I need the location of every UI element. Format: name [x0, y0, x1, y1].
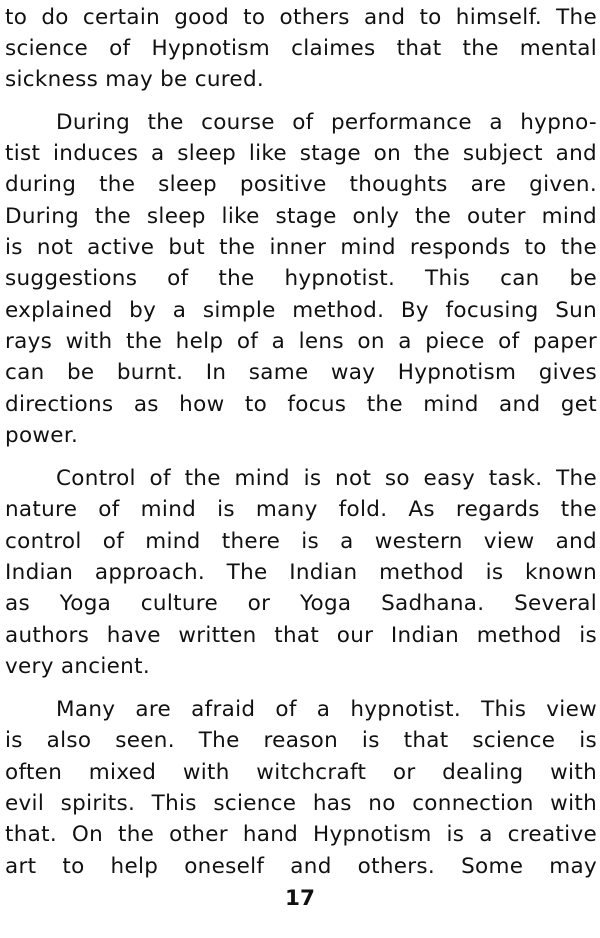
- text-line: is also seen. The reason is that science is: [5, 728, 597, 753]
- text-line: often mixed with witchcraft or dealing with: [5, 760, 597, 785]
- text-line: Control of the mind is not so easy task. The: [56, 466, 597, 491]
- text-line: that. On the other hand Hypnotism is a creative: [5, 822, 597, 847]
- text-line: Indian approach. The Indian method is known: [5, 560, 597, 585]
- text-line: is not active but the inner mind responds to the: [5, 235, 597, 260]
- text-line: art to help oneself and others. Some may: [5, 854, 597, 879]
- text-line: to do certain good to others and to himself. The: [5, 5, 597, 30]
- text-line: sickness may be cured.: [5, 67, 265, 92]
- text-line: as Yoga culture or Yoga Sadhana. Several: [5, 591, 597, 616]
- text-line: explained by a simple method. By focusing Sun: [5, 298, 597, 323]
- text-line: nature of mind is many fold. As regards the: [5, 497, 597, 522]
- page-number: 17: [285, 886, 315, 911]
- text-line: Many are afraid of a hypnotist. This view: [56, 697, 597, 722]
- text-line: very ancient.: [5, 654, 150, 679]
- text-line: rays with the help of a lens on a piece of paper: [5, 329, 597, 354]
- text-line: During the course of performance a hypno-: [56, 110, 597, 135]
- text-line: directions as how to focus the mind and get: [5, 392, 597, 417]
- text-line: power.: [5, 423, 79, 448]
- text-line: can be burnt. In same way Hypnotism gives: [5, 360, 597, 385]
- text-line: evil spirits. This science has no connection with: [5, 791, 597, 816]
- text-line: During the sleep like stage only the outer mind: [5, 204, 597, 229]
- text-line: during the sleep positive thoughts are given.: [5, 172, 597, 197]
- text-line: authors have written that our Indian method is: [5, 623, 597, 648]
- text-line: control of mind there is a western view and: [5, 529, 597, 554]
- text-line: suggestions of the hypnotist. This can be: [5, 266, 597, 291]
- text-line: tist induces a sleep like stage on the subject and: [5, 141, 597, 166]
- text-line: science of Hypnotism claimes that the mental: [5, 36, 597, 61]
